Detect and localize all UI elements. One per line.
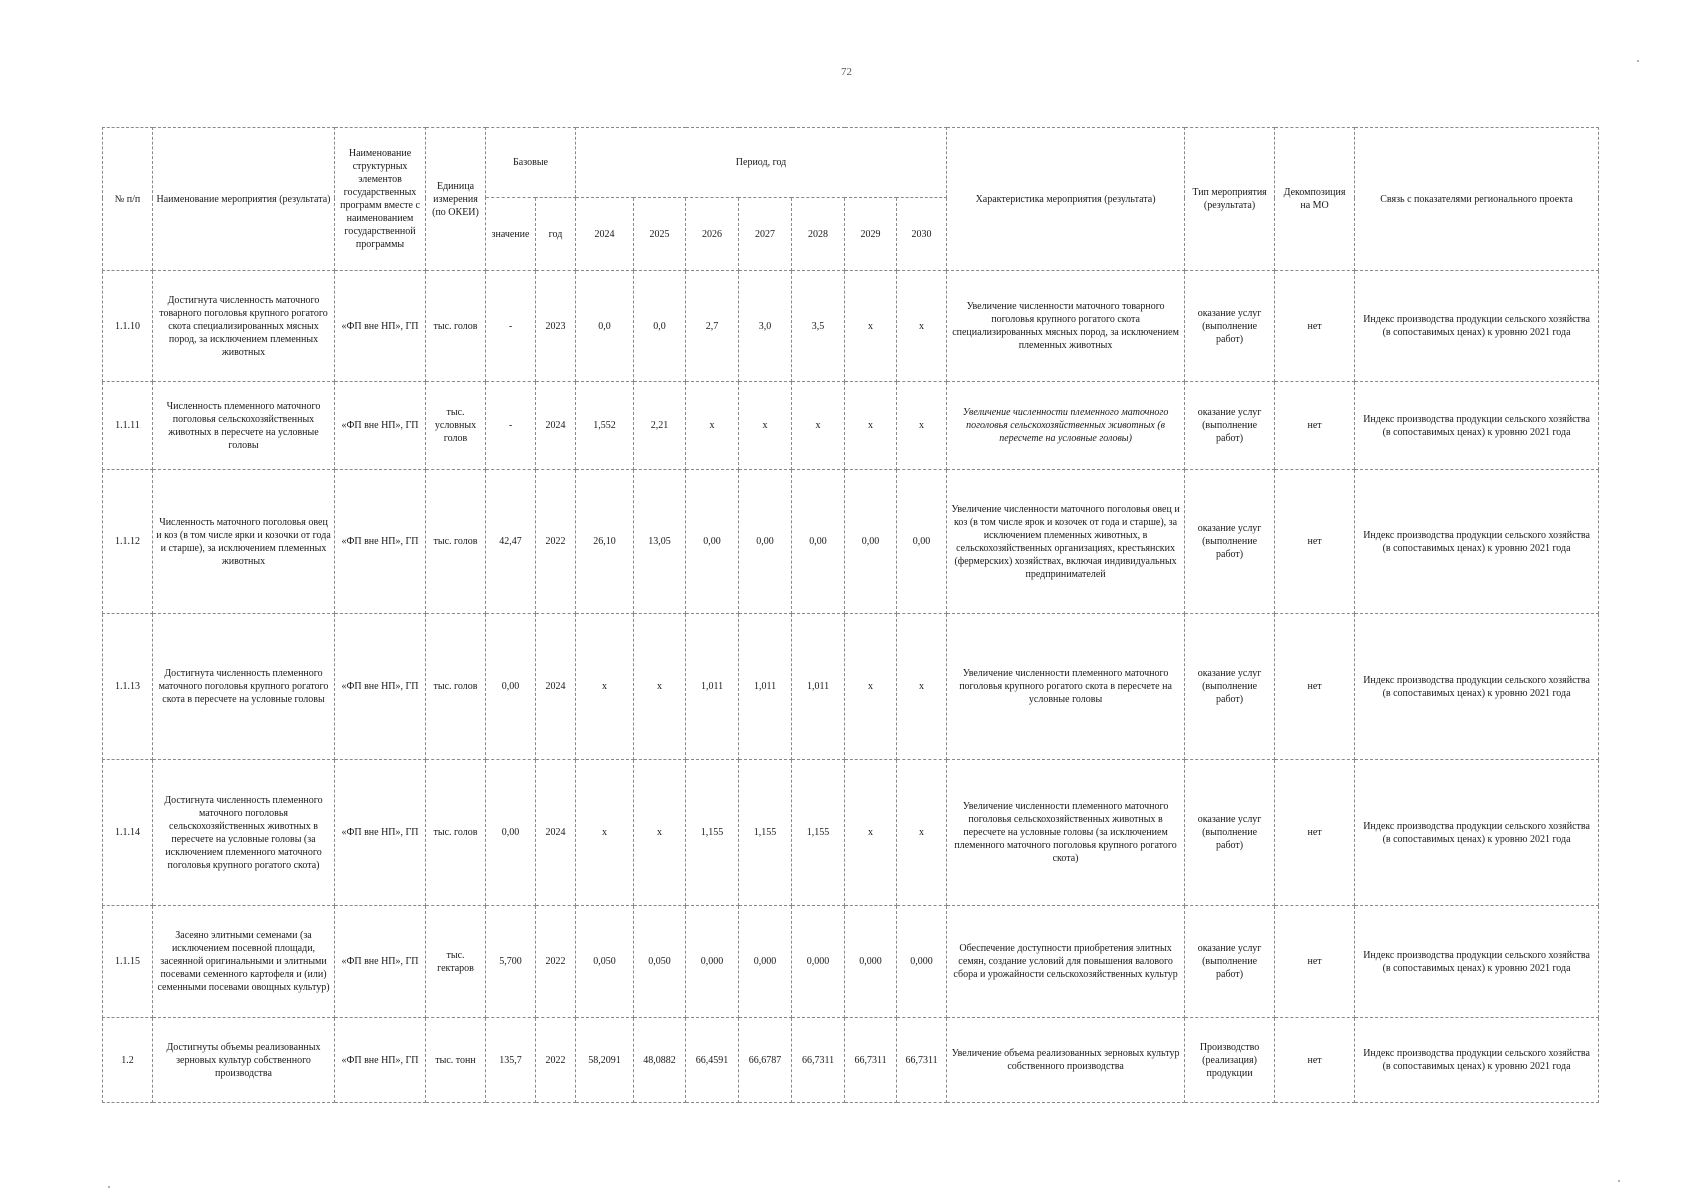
header-year-2030: 2030 [897,198,947,271]
row-num: 1.1.14 [103,760,153,906]
row-num: 1.1.15 [103,906,153,1018]
row-value-2028: 1,011 [792,614,845,760]
row-value-2024: x [576,614,634,760]
row-value-2028: 66,7311 [792,1018,845,1103]
row-characteristic: Увеличение объема реализованных зерновых культур собственного производства [947,1018,1185,1103]
row-base-value: - [486,271,536,382]
row-link: Индекс производства продукции сельского хозяйства (в сопоставимых ценах) к уровню 2021 года [1355,760,1599,906]
row-value-2025: 13,05 [634,470,686,614]
row-value-2026: 66,4591 [686,1018,739,1103]
row-value-2025: 48,0882 [634,1018,686,1103]
header-unit: Единица измерения (по ОКЕИ) [426,128,486,271]
header-name: Наименование мероприятия (результата) [153,128,335,271]
row-value-2024: 58,2091 [576,1018,634,1103]
row-value-2025: x [634,614,686,760]
row-value-2030: x [897,760,947,906]
row-struct: «ФП вне НП», ГП [335,760,426,906]
row-unit: тыс. голов [426,271,486,382]
row-value-2024: 0,050 [576,906,634,1018]
row-value-2026: 2,7 [686,271,739,382]
row-value-2029: 0,00 [845,470,897,614]
row-characteristic: Обеспечение доступности приобретения элитных семян, создание условий для повышения валового сбора и урожайности сельскохозяйственных культур [947,906,1185,1018]
row-value-2026: 1,155 [686,760,739,906]
row-value-2027: 66,6787 [739,1018,792,1103]
row-value-2029: x [845,271,897,382]
row-name: Достигнуты объемы реализованных зерновых культур собственного производства [153,1018,335,1103]
row-base-year: 2022 [536,1018,576,1103]
row-type: оказание услуг (выполнение работ) [1185,760,1275,906]
table-row [103,906,1599,1018]
row-num: 1.1.10 [103,271,153,382]
row-link: Индекс производства продукции сельского хозяйства (в сопоставимых ценах) к уровню 2021 года [1355,382,1599,470]
header-period: Период, год [576,128,947,198]
header-year-2026: 2026 [686,198,739,271]
header-year-2029: 2029 [845,198,897,271]
table-row [103,760,1599,906]
row-decomp: нет [1275,614,1355,760]
row-num: 1.1.11 [103,382,153,470]
row-characteristic: Увеличение численности племенного маточного поголовья сельскохозяйственных животных (в пересчете на условные головы) [947,382,1185,470]
header-row-1 [103,128,1599,198]
row-name: Численность маточного поголовья овец и коз (в том числе ярки и козочки от года и старше), за исключением племенных животных [153,470,335,614]
row-characteristic: Увеличение численности маточного поголовья овец и коз (в том числе ярок и козочек от года и старше), за исключением племенных животных, в сельскохозяйственных организациях, крестьянских (фермерских) хозяйствах, включая индивидуальных предпринимателей [947,470,1185,614]
row-link: Индекс производства продукции сельского хозяйства (в сопоставимых ценах) к уровню 2021 года [1355,614,1599,760]
row-value-2025: x [634,760,686,906]
header-base-year: год [536,198,576,271]
row-value-2025: 0,050 [634,906,686,1018]
row-base-value: 5,700 [486,906,536,1018]
row-link: Индекс производства продукции сельского хозяйства (в сопоставимых ценах) к уровню 2021 года [1355,1018,1599,1103]
row-base-year: 2023 [536,271,576,382]
row-value-2030: 66,7311 [897,1018,947,1103]
header-base-value: значение [486,198,536,271]
row-value-2029: 66,7311 [845,1018,897,1103]
row-value-2029: 0,000 [845,906,897,1018]
row-type: оказание услуг (выполнение работ) [1185,906,1275,1018]
row-name: Засеяно элитными семенами (за исключением посевной площади, засеянной оригинальными и элитными посевами семенного картофеля и (или) семенными посевами овощных культур) [153,906,335,1018]
scan-speck [108,1186,110,1188]
row-value-2027: 1,011 [739,614,792,760]
row-value-2029: x [845,382,897,470]
row-unit: тыс. тонн [426,1018,486,1103]
row-value-2026: 1,011 [686,614,739,760]
row-unit: тыс. голов [426,470,486,614]
header-struct: Наименование структурных элементов государственных программ вместе с наименованием государственной программы [335,128,426,271]
row-base-year: 2024 [536,760,576,906]
row-base-year: 2024 [536,614,576,760]
row-value-2027: 0,00 [739,470,792,614]
row-value-2030: x [897,614,947,760]
row-name: Достигнута численность маточного товарного поголовья крупного рогатого скота специализированных мясных пород, за исключением племенных животных [153,271,335,382]
row-unit: тыс. гектаров [426,906,486,1018]
header-base: Базовые [486,128,576,198]
row-decomp: нет [1275,271,1355,382]
row-value-2030: 0,000 [897,906,947,1018]
row-base-value: 135,7 [486,1018,536,1103]
row-characteristic: Увеличение численности племенного маточного поголовья крупного рогатого скота в пересчете на условные головы [947,614,1185,760]
row-value-2028: 3,5 [792,271,845,382]
row-value-2027: 1,155 [739,760,792,906]
header-link: Связь с показателями регионального проекта [1355,128,1599,271]
row-value-2024: x [576,760,634,906]
row-base-value: 0,00 [486,614,536,760]
row-value-2026: 0,000 [686,906,739,1018]
table-row [103,614,1599,760]
row-characteristic: Увеличение численности племенного маточного поголовья сельскохозяйственных животных в пересчете на условные головы (за исключением племенного маточного поголовья крупного рогатого скота) [947,760,1185,906]
page-number: 72 [841,66,852,78]
scan-speck [1618,1180,1620,1182]
row-value-2028: 0,000 [792,906,845,1018]
row-struct: «ФП вне НП», ГП [335,470,426,614]
header-year-2027: 2027 [739,198,792,271]
row-characteristic: Увеличение численности маточного товарного поголовья крупного рогатого скота специализированных мясных пород, за исключением племенных животных [947,271,1185,382]
row-name: Достигнута численность племенного маточного поголовья крупного рогатого скота в пересчете на условные головы [153,614,335,760]
row-base-year: 2022 [536,470,576,614]
row-link: Индекс производства продукции сельского хозяйства (в сопоставимых ценах) к уровню 2021 года [1355,470,1599,614]
row-base-year: 2024 [536,382,576,470]
header-num: № п/п [103,128,153,271]
row-value-2024: 0,0 [576,271,634,382]
row-name: Численность племенного маточного поголовья сельскохозяйственных животных в пересчете на условные головы [153,382,335,470]
row-value-2028: x [792,382,845,470]
row-value-2027: 0,000 [739,906,792,1018]
table-row [103,271,1599,382]
row-unit: тыс. голов [426,760,486,906]
row-value-2030: x [897,382,947,470]
row-unit: тыс. голов [426,614,486,760]
row-value-2027: 3,0 [739,271,792,382]
row-struct: «ФП вне НП», ГП [335,1018,426,1103]
row-struct: «ФП вне НП», ГП [335,614,426,760]
row-base-value: 42,47 [486,470,536,614]
row-struct: «ФП вне НП», ГП [335,271,426,382]
row-value-2028: 0,00 [792,470,845,614]
row-type: оказание услуг (выполнение работ) [1185,271,1275,382]
row-value-2026: x [686,382,739,470]
row-unit: тыс. условных голов [426,382,486,470]
row-num: 1.1.12 [103,470,153,614]
header-year-2025: 2025 [634,198,686,271]
row-num: 1.2 [103,1018,153,1103]
row-struct: «ФП вне НП», ГП [335,382,426,470]
row-value-2027: x [739,382,792,470]
row-value-2025: 0,0 [634,271,686,382]
row-value-2030: x [897,271,947,382]
row-value-2024: 26,10 [576,470,634,614]
row-base-value: 0,00 [486,760,536,906]
row-value-2025: 2,21 [634,382,686,470]
row-struct: «ФП вне НП», ГП [335,906,426,1018]
header-year-2028: 2028 [792,198,845,271]
row-value-2029: x [845,614,897,760]
row-decomp: нет [1275,906,1355,1018]
row-num: 1.1.13 [103,614,153,760]
row-base-value: - [486,382,536,470]
row-type: оказание услуг (выполнение работ) [1185,614,1275,760]
row-link: Индекс производства продукции сельского хозяйства (в сопоставимых ценах) к уровню 2021 года [1355,906,1599,1018]
row-type: оказание услуг (выполнение работ) [1185,470,1275,614]
row-value-2026: 0,00 [686,470,739,614]
table-row [103,470,1599,614]
row-decomp: нет [1275,382,1355,470]
table-row [103,1018,1599,1103]
header-type: Тип мероприятия (результата) [1185,128,1275,271]
row-value-2028: 1,155 [792,760,845,906]
row-type: оказание услуг (выполнение работ) [1185,382,1275,470]
header-year-2024: 2024 [576,198,634,271]
row-value-2029: x [845,760,897,906]
row-value-2030: 0,00 [897,470,947,614]
row-value-2024: 1,552 [576,382,634,470]
scan-speck [1637,60,1639,62]
header-decomp: Декомпозиция на МО [1275,128,1355,271]
row-decomp: нет [1275,1018,1355,1103]
row-link: Индекс производства продукции сельского хозяйства (в сопоставимых ценах) к уровню 2021 года [1355,271,1599,382]
row-decomp: нет [1275,760,1355,906]
measures-table [102,127,1599,1103]
header-characteristic: Характеристика мероприятия (результата) [947,128,1185,271]
row-name: Достигнута численность племенного маточного поголовья сельскохозяйственных животных в пересчете на условные головы (за исключением племенного маточного поголовья крупного рогатого скота) [153,760,335,906]
table-row [103,382,1599,470]
row-decomp: нет [1275,470,1355,614]
row-base-year: 2022 [536,906,576,1018]
row-type: Производство (реализация) продукции [1185,1018,1275,1103]
